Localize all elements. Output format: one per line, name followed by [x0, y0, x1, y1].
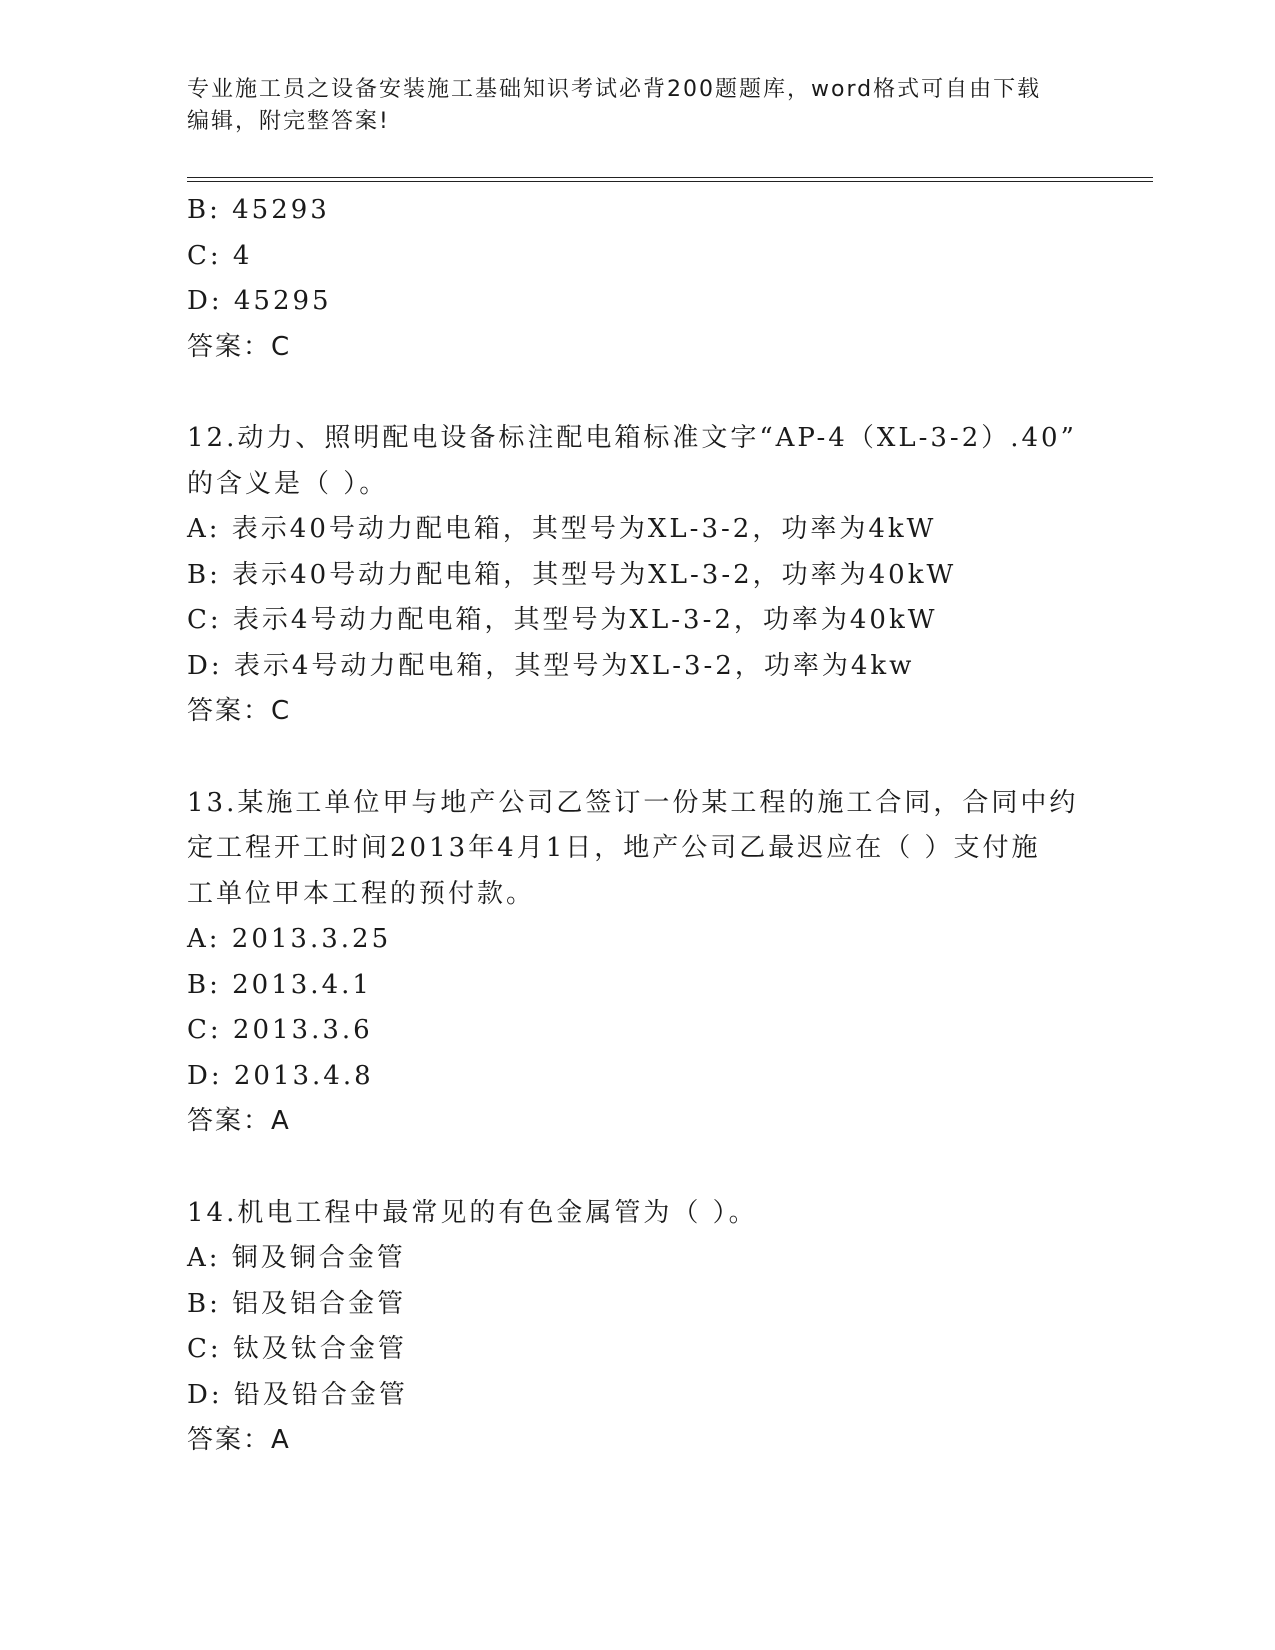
option-d: D: 表示4号动力配电箱，其型号为XL-3-2，功率为4kw	[187, 650, 915, 681]
question-14	[187, 1191, 1087, 1464]
question-spacer	[187, 1145, 1087, 1191]
question-12	[187, 416, 1087, 735]
option-a: A: 2013.3.25	[187, 924, 392, 954]
option-b: B: 铝及铝合金管	[187, 1288, 407, 1319]
question-spacer	[187, 370, 1087, 416]
option-c: C: 2013.3.6	[187, 1015, 373, 1045]
question-stem-line: 的含义是（ ）。	[187, 468, 389, 499]
question-stem-line: 12.动力、照明配电设备标注配电箱标准文字“AP-4（XL-3-2）.40”	[187, 423, 1077, 453]
question-stem-line: 13.某施工单位甲与地产公司乙签订一份某工程的施工合同，合同中约	[187, 787, 1079, 818]
answer-line: 答案：C	[187, 696, 292, 726]
question-stem-line: 14.机电工程中最常见的有色金属管为（ ）。	[187, 1197, 758, 1228]
header-divider-top	[187, 177, 1153, 178]
option-d: D: 45295	[187, 286, 332, 316]
question-list	[187, 188, 1087, 1464]
question-13	[187, 781, 1087, 1145]
option-d: D: 铅及铅合金管	[187, 1379, 408, 1410]
option-c: C: 表示4号动力配电箱，其型号为XL-3-2，功率为40kW	[187, 605, 938, 635]
header-title-line-1: 专业施工员之设备安装施工基础知识考试必背200题题库，word格式可自由下载	[187, 77, 1042, 102]
answer-line: 答案：C	[187, 331, 292, 362]
answer-line: 答案：A	[187, 1425, 291, 1455]
header-title-line-2: 编辑，附完整答案!	[187, 109, 390, 134]
option-c: C: 钛及钛合金管	[187, 1334, 407, 1364]
header-divider-bottom	[187, 181, 1153, 182]
option-c: C: 4	[187, 240, 253, 271]
question-stem-line: 工单位甲本工程的预付款。	[187, 878, 536, 909]
option-b: B: 2013.4.1	[187, 969, 372, 1000]
question-spacer	[187, 735, 1087, 781]
option-d: D: 2013.4.8	[187, 1060, 374, 1091]
question-stem-line: 定工程开工时间2013年4月1日，地产公司乙最迟应在（ ）支付施	[187, 833, 1041, 863]
document-header	[187, 74, 1087, 138]
question-11	[187, 188, 1087, 370]
option-b: B: 45293	[187, 195, 330, 225]
option-b: B: 表示40号动力配电箱，其型号为XL-3-2，功率为40kW	[187, 559, 957, 590]
answer-line: 答案：A	[187, 1106, 291, 1136]
option-a: A: 铜及铜合金管	[187, 1243, 406, 1273]
option-a: A: 表示40号动力配电箱，其型号为XL-3-2，功率为4kW	[187, 514, 937, 544]
